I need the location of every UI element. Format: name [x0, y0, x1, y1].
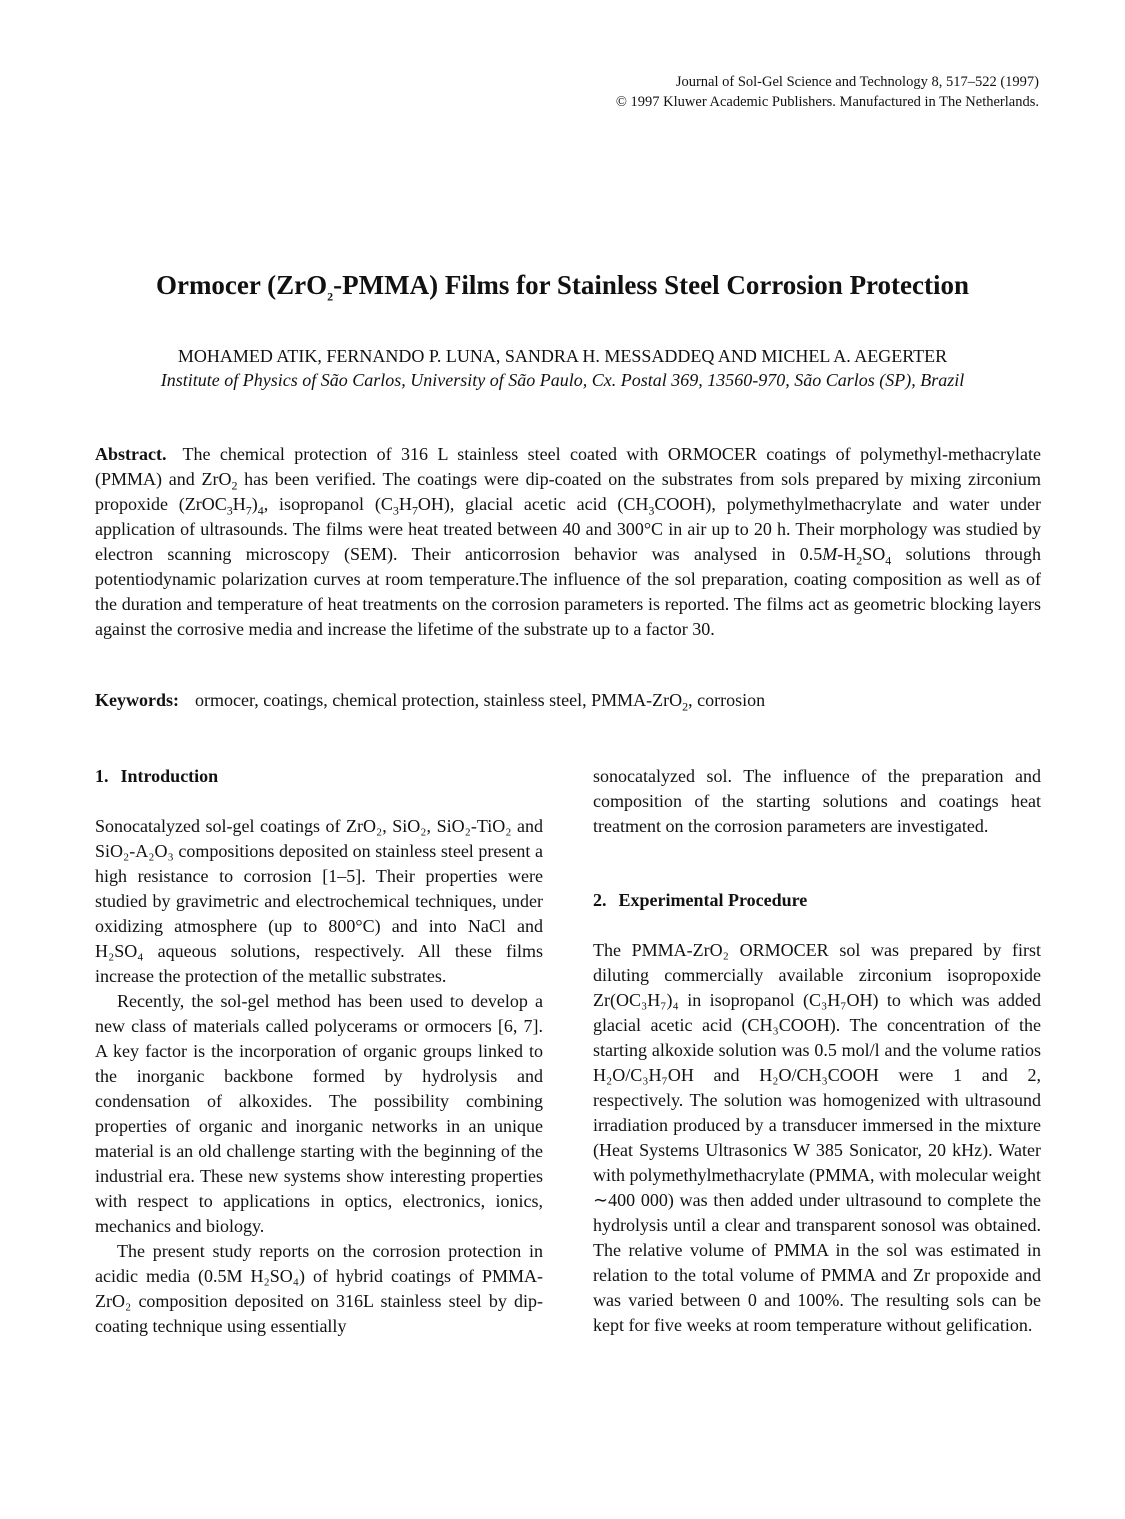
author-block — [0, 344, 1125, 392]
intro-paragraph-2: Recently, the sol-gel method has been used to develop a new class of materials called polycerams or ormocers [6, 7]. A key factor is the incorporation of organic groups linked to the inorganic backbone formed by hydrolysis and condensation of alkoxides. The possibility combining properties of organic and inorganic networks in an unique material is an old challenge starting with the beginning of the industrial era. These new systems show interesting properties with respect to applications in optics, electronics, ionics, mechanics and biology. — [95, 991, 543, 1236]
keywords-label: Keywords: — [95, 690, 179, 710]
experimental-paragraph-1: The PMMA-ZrO₂ ORMOCER sol was prepared by first diluting commercially available zirconium isopropoxide Zr(OC₃H₇)₄ in isopropanol (C₃H₇OH) to which was added glacial acetic acid (CH₃COOH). The concentration of the starting alkoxide solution was 0.5 mol/l and the volume ratios H₂O/C₃H₇OH and H₂O/CH₃COOH were 1 and 2, respectively. The solution was homogenized with ultrasound irradiation produced by a transducer immersed in the mixture (Heat Systems Ultrasonics W 385 Sonicator, 20 kHz). Water with polymethylmethacrylate (PMMA, with molecular weight ∼400 000) was then added under ultrasound to complete the hydrolysis until a clear and transparent sonosol was obtained. The relative volume of PMMA in the sol was estimated in relation to the total volume of PMMA and Zr propoxide and was varied between 0 and 100%. The resulting sols can be kept for five weeks at room temperature without gelification. — [593, 940, 1041, 1335]
keywords: Keywords: ormocer, coatings, chemical protection, stainless steel, PMMA-ZrO$_2$, corrosion — [95, 690, 766, 714]
abstract: Abstract. The chemical protection of 316 L stainless steel coated with ORMOCER coatings of polymethyl-methacrylate (PMMA) and ZrO$_2$ has been verified. The coatings were dip-coated on the substrates from sols prepared by mixing zirconium propoxide $(ZrOC_3H_7)_4$, isopropanol $(C_3H_7OH)$, glacial acetic acid $(CH_3COOH)$, polymethylmethacrylate and water under application of ultrasounds. The films were heat treated between 40 and 300°C in air up to 20 h. Their morphology was studied by electron scanning microscopy (SEM). Their anticorrosion behavior was analysed in $0.5M-H_2SO_4$ solutions through potentiodynamic polarization curves at room temperature.The influence of the sol preparation, coating composition as well as of the duration and temperature of heat treatments on the corrosion parameters is reported. The films act as geometric blocking layers against the corrosive media and increase the lifetime of the substrate up to a factor 30. — [95, 444, 1042, 639]
abstract-label: Abstract. — [95, 444, 167, 464]
intro-paragraph-continued: sonocatalyzed sol. The influence of the preparation and composition of the starting solutions and coatings heat treatment on the corrosion parameters are investigated. — [593, 766, 1041, 836]
intro-paragraph-3: The present study reports on the corrosion protection in acidic media (0.5M H₂SO₄) of hybrid coatings of PMMA-ZrO₂ composition deposited on 316L stainless steel by dip-coating technique using essentially — [95, 1241, 543, 1336]
affiliation: Institute of Physics of São Carlos, University of São Paulo, Cx. Postal 369, 13560-970, São Carlos (SP), Brazil — [160, 370, 965, 390]
right-column — [593, 764, 1041, 1338]
left-column — [95, 764, 543, 1339]
journal-citation: Journal of Sol-Gel Science and Technology 8, 517–522 (1997) — [675, 74, 1039, 90]
intro-paragraph-1: Sonocatalyzed sol-gel coatings of ZrO₂, SiO₂, SiO₂-TiO₂ and SiO₂-A₂O₃ compositions deposited on stainless steel present a high resistance to corrosion [1–5]. Their properties were studied by gravimetric and electrochemical techniques, under oxidizing atmosphere (up to 800°C) and into NaCl and H₂SO₄ aqueous solutions, respectively. All these films increase the protection of the metallic substrates. — [95, 816, 543, 986]
section-heading-introduction: 1. Introduction — [95, 766, 219, 786]
paper-title: Ormocer (ZrO$_2$-PMMA) Films for Stainless Steel Corrosion Protection — [155, 270, 970, 304]
copyright-line: © 1997 Kluwer Academic Publishers. Manufactured in The Netherlands. — [615, 94, 1039, 110]
journal-header — [616, 72, 1039, 112]
authors: MOHAMED ATIK, FERNANDO P. LUNA, SANDRA H. MESSADDEQ AND MICHEL A. AEGERTER — [177, 346, 948, 366]
section-heading-experimental: 2. Experimental Procedure — [593, 890, 808, 910]
